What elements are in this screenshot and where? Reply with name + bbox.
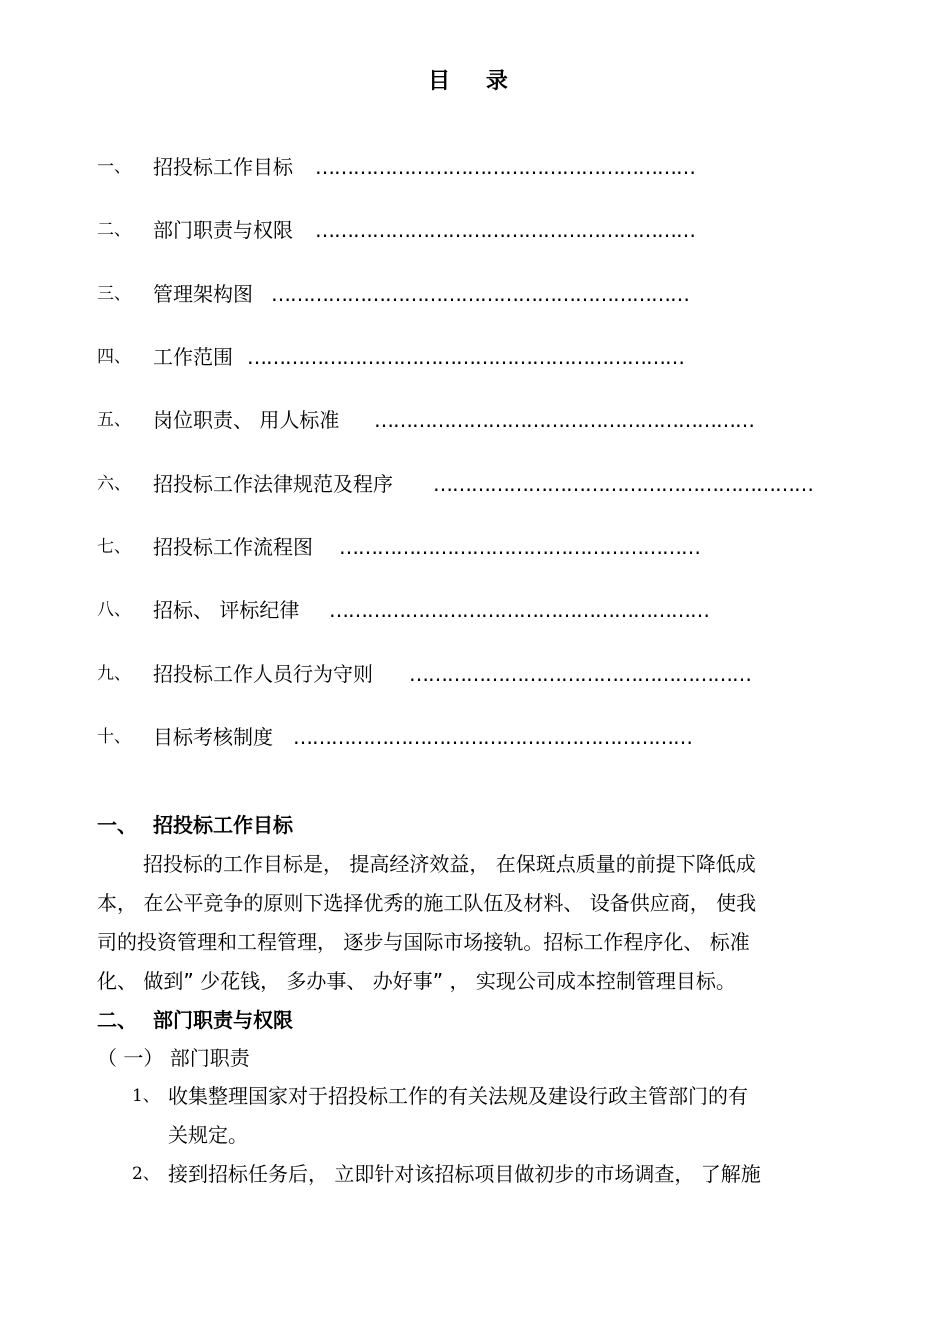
- toc-entry-label: 目标考核制度: [153, 725, 273, 749]
- toc-entry-label: 岗位职责、 用人标准: [153, 408, 340, 432]
- toc-entry-number: 四、: [97, 347, 131, 367]
- toc-entry-label: 招投标工作目标: [153, 155, 293, 179]
- list-item-line: 接到招标任务后， 立即针对该招标项目做初步的市场调查， 了解施: [168, 1162, 761, 1186]
- toc-entry-label: 招投标工作流程图: [153, 535, 313, 559]
- toc-entry-number: 十、: [97, 727, 131, 747]
- toc-entry-number: 五、: [97, 410, 131, 430]
- paragraph-line: 本， 在公平竞争的原则下选择优秀的施工队伍及材料、 设备供应商， 使我: [97, 891, 757, 915]
- toc-entry-number: 七、: [97, 537, 131, 557]
- toc-entry-number: 三、: [97, 284, 131, 304]
- toc-leader-dots: …………………………………………………: [339, 535, 700, 559]
- paragraph-line: 化、 做到” 少花钱， 多办事、 办好事” ， 实现公司成本控制管理目标。: [97, 969, 736, 993]
- page-title: 目 录: [428, 69, 522, 94]
- toc-leader-dots: ……………………………………………………………: [247, 345, 684, 369]
- list-item-number: 1、: [132, 1086, 160, 1106]
- toc-leader-dots: ……………………………………………………: [329, 598, 709, 622]
- section-number: 二、: [97, 1008, 137, 1032]
- toc-entry-label: 管理架构图: [153, 282, 253, 306]
- toc-entry-number: 一、: [97, 157, 131, 177]
- toc-entry-number: 八、: [97, 600, 131, 620]
- paragraph-line: 司的投资管理和工程管理， 逐步与国际市场接轨。招标工作程序化、 标准: [97, 930, 750, 954]
- toc-entry-number: 六、: [97, 474, 131, 494]
- list-item-number: 2、: [132, 1164, 160, 1184]
- paragraph-line: 招投标的工作目标是， 提高经济效益， 在保斑点质量的前提下降低成: [143, 852, 756, 876]
- section-number: 一、: [97, 813, 137, 837]
- toc-entry-number: 九、: [97, 664, 131, 684]
- sub-heading: （ 一） 部门职责: [97, 1046, 250, 1070]
- toc-entry-label: 招投标工作人员行为守则: [153, 662, 373, 686]
- toc-entry-label: 招标、 评标纪律: [153, 598, 300, 622]
- section-title: 部门职责与权限: [153, 1008, 293, 1032]
- list-item-line: 收集整理国家对于招投标工作的有关法规及建设行政主管部门的有: [168, 1084, 748, 1108]
- toc-entry-label: 招投标工作法律规范及程序: [153, 472, 393, 496]
- toc-leader-dots: ………………………………………………: [409, 662, 751, 686]
- toc-leader-dots: …………………………………………………………: [271, 282, 689, 306]
- toc-entry-number: 二、: [97, 220, 131, 240]
- toc-leader-dots: ……………………………………………………: [315, 155, 695, 179]
- toc-leader-dots: ………………………………………………………: [293, 725, 692, 749]
- section-heading: [97, 810, 293, 840]
- toc-leader-dots: ……………………………………………………: [433, 472, 813, 496]
- toc-entry-label: 部门职责与权限: [153, 218, 293, 242]
- list-item-line: 关规定。: [168, 1123, 248, 1147]
- section-title: 招投标工作目标: [153, 813, 293, 837]
- toc-leader-dots: ……………………………………………………: [315, 218, 695, 242]
- section-heading: [97, 1005, 293, 1035]
- toc-leader-dots: ……………………………………………………: [374, 408, 754, 432]
- toc-entry-label: 工作范围: [153, 345, 233, 369]
